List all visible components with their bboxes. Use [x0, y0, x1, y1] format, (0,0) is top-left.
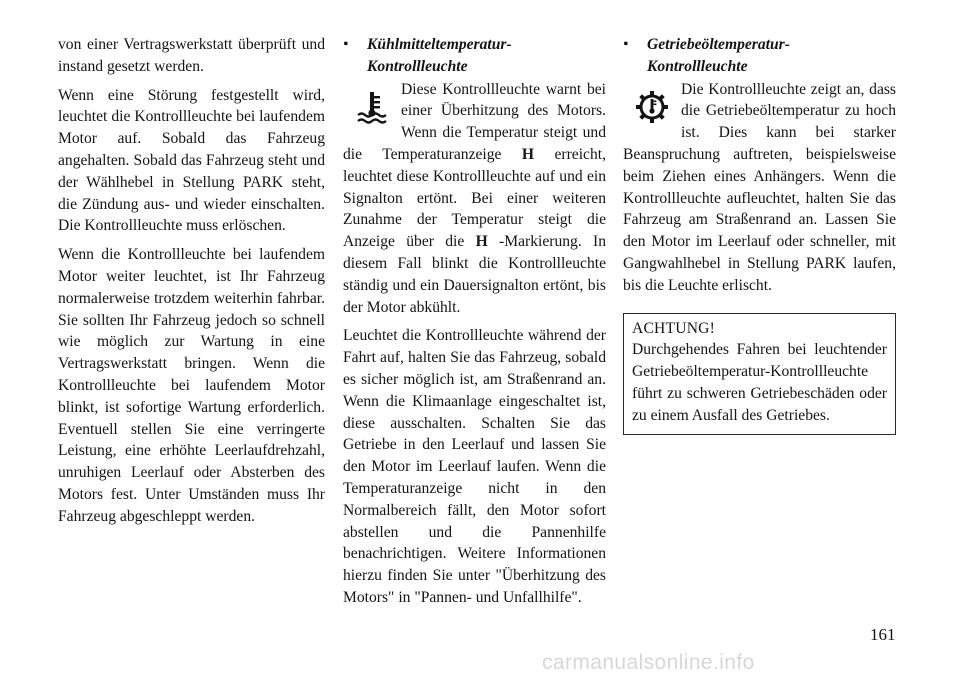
left-column — [58, 34, 325, 528]
paragraph: Leuchtet die Kontrollleuchte während der Fahrt auf, halten Sie das Fahrzeug, sobald es sicher möglich ist, am Straßenrand an. Wenn die Klimaanlage eingeschaltet ist, diese ausschalten. Schalten Sie das Getriebe in den Leerlauf und lassen Sie den Motor im Leerlauf laufen. Wenn die Temperaturanzeige nicht in den Normalbereich fällt, den Motor sofort abstellen und die Pannenhilfe benachrichtigen. Weitere Informationen hierzu finden Sie unter "Überhitzung des Motors" in "Pannen- und Unfallhilfe". — [343, 327, 606, 606]
paragraph: Wenn die Kontrollleuchte bei laufendem Motor weiter leuchtet, ist Ihr Fahrzeug normalerweise trotzdem weiterhin fahrbar. Sie sollten Ihr Fahrzeug jedoch so schnell wie möglich zur Wartung in eine Vertragswerkstatt bringen. Wenn die Kontrollleuchte bei laufendem Motor blinkt, ist sofortige Wartung erforderlich. Eventuell stellen Sie eine verringerte Leistung, eine erhöhte Leerlaufdrehzahl, unruhigen Leerlauf oder Absterben des Motors fest. Unter Umständen muss Ihr Fahrzeug abgeschleppt werden. — [58, 246, 325, 525]
paragraph: Wenn eine Störung festgestellt wird, leuchtet die Kontrollleuchte bei laufendem Motor auf. Sobald das Fahrzeug angehalten. Sobald das Fahrzeug steht und der Wählhebel in Stellung PARK steht, die Zündung aus- und wieder einschalten. Die Kontrollleuchte muss erlöschen. — [58, 86, 325, 235]
gauge-mark-h: H — [475, 233, 488, 251]
bullet: • — [623, 36, 629, 53]
paragraph-text: -Markierung. In diesem Fall blinkt die Kontrollleuchte ständig und ein Dauersignalton ertönt, bis der Motor abkühlt. — [343, 233, 607, 316]
paragraph-text: erreicht, leuchtet diese Kontrollleuchte auf und ein Signalton ertönt. Bei einer weiteren Zunahme der Temperatur steigt die Anzeige über die — [343, 145, 606, 251]
middle-column — [343, 34, 606, 609]
gauge-mark-h: H — [521, 145, 535, 163]
warning-title: ACHTUNG! — [632, 319, 716, 337]
coolant-warning-heading — [343, 34, 606, 78]
paragraph: von einer Vertragswerkstatt überprüft und instand gesetzt werden. — [58, 36, 325, 75]
heading-line: Kontrollleuchte — [367, 57, 468, 75]
heading-line: Kühlmitteltemperatur- — [367, 36, 512, 53]
bullet: • — [343, 36, 349, 53]
page-number: 161 — [870, 625, 896, 644]
warning-text: Durchgehendes Fahren bei leuchtender Getriebeöltemperatur-Kontrollleuchte führt zu schweren Getriebeschäden oder zu einem Ausfall des Getriebes. — [632, 341, 887, 424]
coolant-temperature-icon — [349, 87, 395, 127]
watermark: carmanualsonline.info — [542, 651, 755, 674]
transmission-warning-heading — [623, 34, 896, 78]
transmission-temperature-icon — [629, 87, 675, 127]
paragraph — [623, 79, 896, 297]
heading-line: Getriebeöltemperatur- — [647, 36, 790, 53]
paragraph-text: Die Kontrollleuchte zeigt an, dass die Getriebeöltemperatur zu hoch ist. Dies kann bei starker Beanspruchung auftreten, beispielsweise beim Ziehen eines Anhängers. Wenn die Kontrollleuchte aufleuchtet, halten Sie das Fahrzeug am Straßenrand an. Lassen Sie den Motor im Leerlauf oder schneller, mit Gangwahlhebel in Stellung PARK laufen, bis die Leuchte erlischt. — [623, 80, 896, 294]
paragraph-text: Diese Kontrollleuchte warnt bei einer Überhitzung des Motors. Wenn die Temperatur steigt und die Temperaturanzeige — [343, 80, 606, 163]
right-column — [623, 34, 896, 435]
warning-box — [623, 313, 896, 435]
heading-line: Kontrollleuchte — [647, 57, 748, 75]
paragraph — [343, 79, 606, 319]
